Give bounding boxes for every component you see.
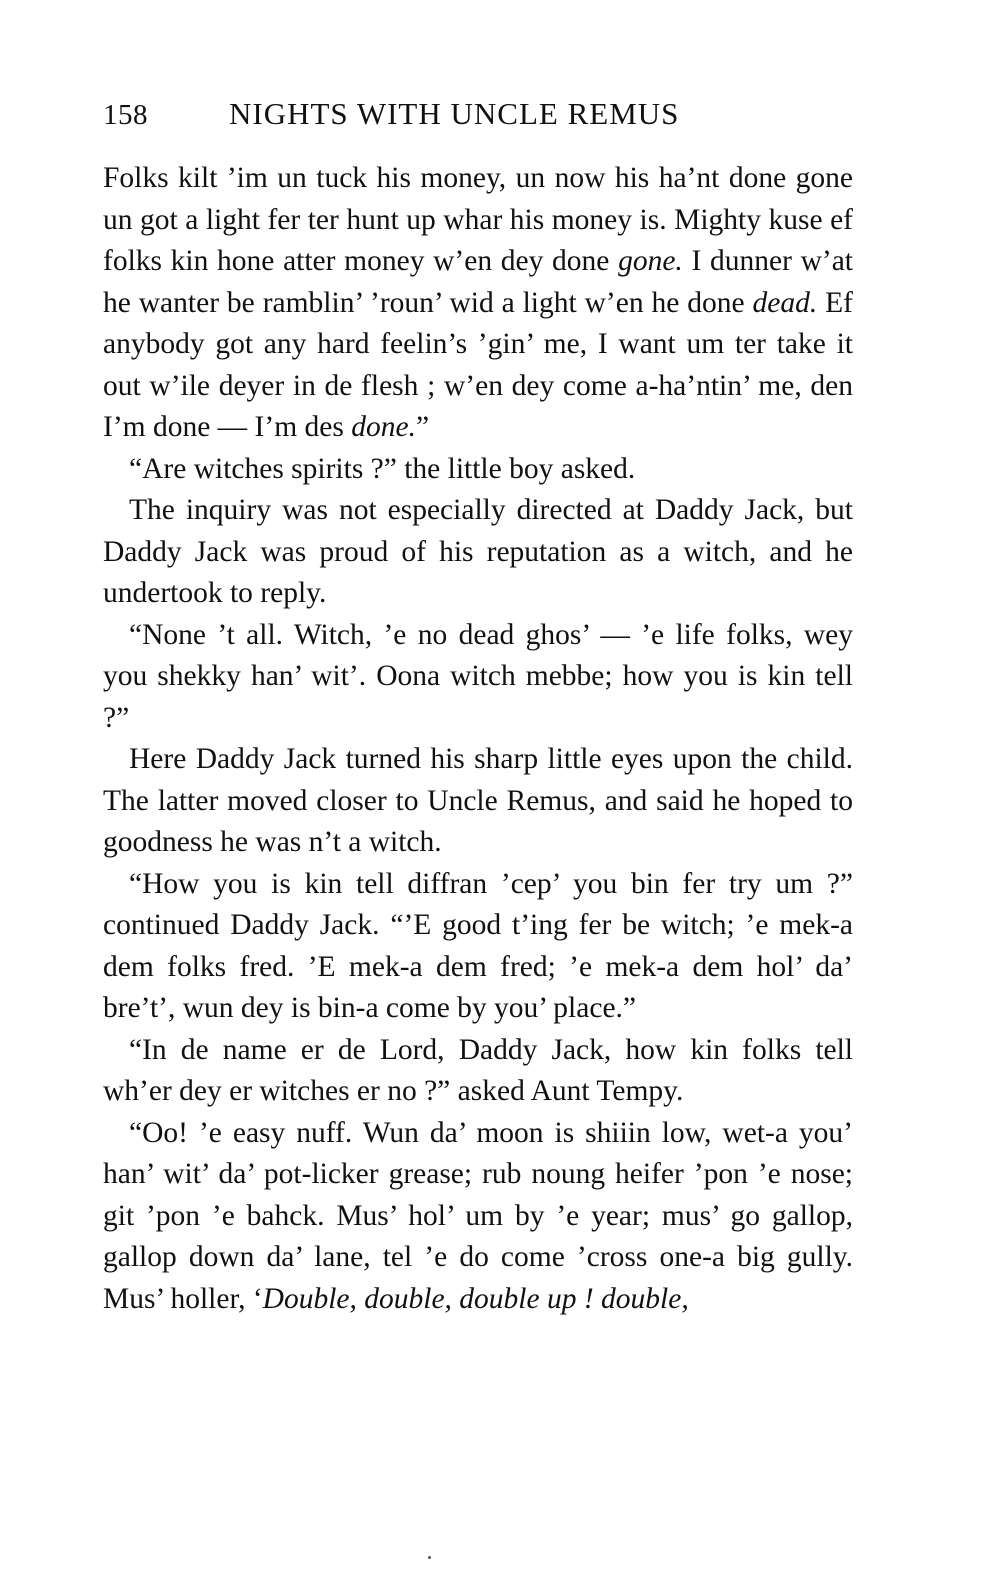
paragraph: [103, 615, 853, 740]
running-head: [103, 96, 853, 144]
italic-text-run: dead.: [752, 286, 818, 319]
paragraph: [103, 864, 853, 1030]
text-run: Here Daddy Jack turned his sharp little eyes upon the child. The latter moved closer to Uncle Remus, and said he hoped to goodness he was n’t a witch.: [103, 743, 853, 858]
text-run: “Are witches spirits ?” the little boy asked.: [129, 452, 636, 485]
text-run: “How you is kin tell diffran ’cep’ you bin fer try um ?” continued Daddy Jack. “’E good t’ing fer be witch; ’e mek-a dem folks fred. ’E mek-a dem fred; ’e mek-a dem hol’ da’ bre’t’, wun dey is bin-a come by you’ place.”: [103, 867, 853, 1024]
paragraph: [103, 739, 853, 864]
text-run: Folks kilt ’im un tuck his money, un now his ha’nt done gone un got a light fer ter hunt up whar his money is. Mighty kuse ef folks kin hone atter money w’en dey done: [103, 162, 853, 277]
text-run: Ef anybody got any hard feelin’s ’gin’ me, I want um ter take it out w’ile deyer in de flesh ; w’en dey come a-ha’ntin’ me, den I’m done — I’m des: [103, 286, 853, 443]
paragraph: [103, 1113, 853, 1321]
italic-text-run: done.: [351, 411, 416, 443]
running-title: NIGHTS WITH UNCLE REMUS: [229, 96, 680, 131]
print-speck: [428, 1556, 431, 1559]
book-page: [103, 96, 853, 1320]
body-text: [103, 158, 853, 1320]
paragraph: [103, 449, 853, 491]
paragraph: [103, 490, 853, 615]
text-run: I dunner w’at he wanter be ramblin’ ’roun’ wid a light w’en he done: [103, 245, 853, 319]
text-run: “None ’t all. Witch, ’e no dead ghos’ — ’e life folks, wey you shekky han’ wit’. Oona witch mebbe; how you is kin tell ?”: [103, 618, 853, 734]
paragraph: [103, 158, 853, 449]
text-run: ”: [415, 411, 430, 443]
page-number: 158: [103, 99, 148, 131]
text-run: “In de name er de Lord, Daddy Jack, how kin folks tell wh’er dey er witches er no ?” asked Aunt Tempy.: [103, 1033, 853, 1107]
italic-text-run: Double, double, double up ! double,: [262, 1282, 689, 1315]
text-run: “Oo! ’e easy nuff. Wun da’ moon is shiiin low, wet-a you’ han’ wit’ da’ pot-licker grease; rub noung heifer ’pon ’e nose; git ’pon ’e bahck. Mus’ hol’ um by ’e year; mus’ go gallop, gallop down da’ lane, tel ’e do come ’cross one-a big gully. Mus’ holler, ‘: [103, 1116, 853, 1315]
text-run: The inquiry was not especially directed at Daddy Jack, but Daddy Jack was proud of his reputation as a witch, and he undertook to reply.: [103, 494, 853, 609]
italic-text-run: gone.: [618, 245, 683, 277]
paragraph: [103, 1030, 853, 1113]
